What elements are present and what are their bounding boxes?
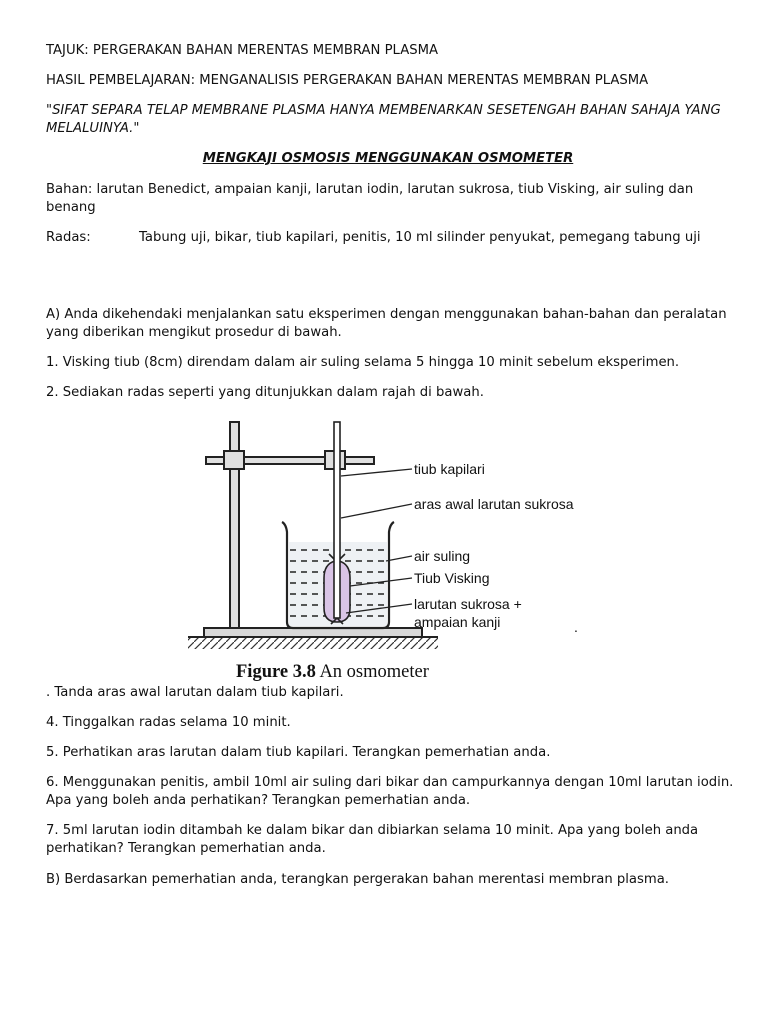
apparatus — [46, 229, 736, 247]
step-5: 5. Perhatikan aras larutan dalam tiub kapilari. Terangkan pemerhatian anda. — [46, 745, 551, 760]
label-solution-1: larutan sukrosa + — [414, 596, 522, 612]
svg-text:.: . — [574, 619, 578, 635]
step-6: 6. Menggunakan penitis, ambil 10ml air suling dari bikar dan campurkannya dengan 10ml larutan iodin. Apa yang boleh anda perhatikan? Terangkan pemerhatian anda. — [46, 775, 734, 808]
label-water: air suling — [414, 548, 471, 564]
section-heading: MENGKAJI OSMOSIS MENGGUNAKAN OSMOMETER — [202, 151, 574, 166]
part-b-instruction: B) Berdasarkan pemerhatian anda, terangkan pergerakan bahan merentasi membran plasma. — [46, 872, 669, 887]
apparatus-list: Tabung uji, bikar, tiub kapilari, penitis, 10 ml silinder penyukat, pemegang tabung uji — [139, 230, 701, 245]
quote: "SIFAT SEPARA TELAP MEMBRANE PLASMA HANYA MEMBENARKAN SESETENGAH BAHAN SAHAJA YANG MELALUINYA." — [46, 103, 721, 136]
step-2: 2. Sediakan radas seperti yang ditunjukkan dalam rajah di bawah. — [46, 385, 484, 400]
page-title: TAJUK: PERGERAKAN BAHAN MERENTAS MEMBRAN PLASMA — [46, 43, 439, 58]
step-3: . Tanda aras awal larutan dalam tiub kapilari. — [46, 685, 344, 700]
capillary-tube — [334, 422, 340, 618]
stand-base — [204, 628, 422, 637]
materials: Bahan: larutan Benedict, ampaian kanji, larutan iodin, larutan sukrosa, tiub Visking, air suling dan benang — [46, 182, 694, 215]
apparatus-label: Radas: — [46, 230, 91, 245]
step-7: 7. 5ml larutan iodin ditambah ke dalam bikar dan dibiarkan selama 10 minit. Apa yang boleh anda perhatikan? Terangkan pemerhatian anda. — [46, 823, 699, 856]
label-capillary: tiub kapilari — [414, 461, 485, 477]
step-1: 1. Visking tiub (8cm) direndam dalam air suling selama 5 hingga 10 minit sebelum eksperimen. — [46, 355, 680, 370]
step-4: 4. Tinggalkan radas selama 10 minit. — [46, 715, 291, 730]
label-solution-2: ampaian kanji — [414, 614, 501, 630]
caption-number: Figure 3.8 — [236, 662, 316, 682]
learning-outcome: HASIL PEMBELAJARAN: MENGANALISIS PERGERAKAN BAHAN MERENTAS MEMBRAN PLASMA — [46, 73, 649, 88]
figure-caption — [236, 662, 429, 682]
part-a-instruction: A) Anda dikehendaki menjalankan satu eksperimen dengan menggunakan bahan-bahan dan peralatan yang diberikan mengikut prosedur di bawah. — [46, 307, 727, 340]
label-visking: Tiub Visking — [414, 570, 490, 586]
caption-text: An osmometer — [319, 662, 429, 682]
bench-hatch — [188, 637, 438, 649]
label-initial-level: aras awal larutan sukrosa — [414, 496, 574, 512]
osmometer-figure — [186, 418, 596, 686]
